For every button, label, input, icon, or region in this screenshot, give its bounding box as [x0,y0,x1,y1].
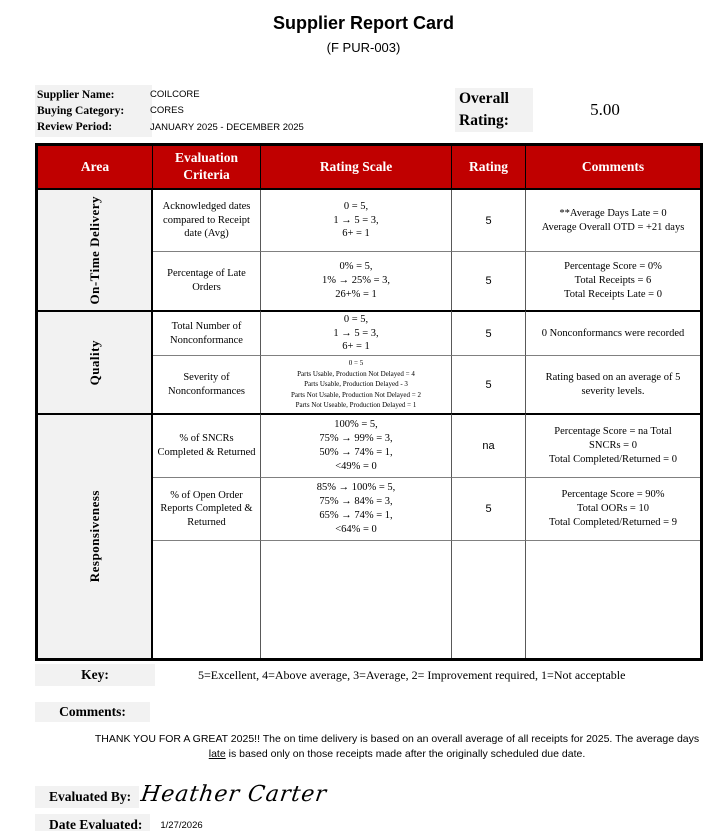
comments-cell: Percentage Score = 0% Total Receipts = 6 Total Receipts Late = 0 [526,251,700,310]
criteria-cell: Total Number of Nonconformance [153,310,261,355]
comments-line2-after: is based only on those receipts made after the originally scheduled due date. [225,748,586,761]
criteria-cell: Severity of Nonconformances [153,355,261,413]
comments-cell: Rating based on an average of 5 severity levels. [526,355,700,413]
rating-cell: 5 [452,355,526,413]
evaluator-signature: Heather Carter [139,782,329,807]
area-group-on-time-delivery [38,190,153,310]
header-comments: Comments [526,146,700,190]
rating-scale-cell: 0 = 5, 1 → 5 = 3, 6+ = 1 [261,190,452,251]
key-label: Key: [35,664,155,686]
buying-category-value: CORES [150,105,184,117]
area-group-quality [38,310,153,413]
supplier-name-value: COILCORE [150,89,200,100]
criteria-cell: % of SNCRs Completed & Returned [153,413,261,477]
evaluated-by-label: Evaluated By: [35,786,139,808]
comments-cell: 0 Nonconformancs were recorded [526,310,700,355]
overall-rating-value: 5.00 [590,100,620,119]
header-evaluation-criteria: Evaluation Criteria [153,146,261,190]
comments-label: Comments: [35,702,150,722]
area-label: On-Time Delivery [86,195,102,305]
criteria-cell: Percentage of Late Orders [153,251,261,310]
header-rating: Rating [452,146,526,190]
review-period-label: Review Period: [37,121,113,133]
comments-text [90,732,704,762]
date-evaluated-row [35,814,203,831]
page-title: Supplier Report Card [272,13,455,33]
rating-table [35,143,703,661]
criteria-cell: % of Open Order Reports Completed & Returned [153,477,261,540]
comments-cell-empty [526,540,700,658]
supplier-info-labels [35,85,152,137]
header-area: Area [38,146,153,190]
comments-line1: THANK YOU FOR A GREAT 2025!! The on time delivery is based on an overall average of all receipts for 2025. The [94,733,634,745]
area-label: Responsiveness [86,490,102,583]
rating-scale-cell: 100% = 5, 75% → 99% = 3, 50% → 74% = 1, <49% = 0 [261,413,452,477]
comments-line2-before: average days [636,733,700,745]
buying-category-label: Buying Category: [37,105,125,117]
criteria-cell-empty [153,540,261,658]
rating-cell: na [452,413,526,477]
header-rating-scale: Rating Scale [261,146,452,190]
rating-cell: 5 [452,190,526,251]
key-text: 5=Excellent, 4=Above average, 3=Average, 2= Improvement required, 1=Not acceptable [198,668,626,682]
rating-scale-cell: 85% → 100% = 5, 75% → 84% = 3, 65% → 74% = 1, <64% = 0 [261,477,452,540]
rating-scale-cell-empty [261,540,452,658]
comments-cell: Percentage Score = na Total SNCRs = 0 Total Completed/Returned = 0 [526,413,700,477]
rating-cell-empty [452,540,526,658]
rating-scale-cell: 0% = 5, 1% → 25% = 3, 26+% = 1 [261,251,452,310]
review-period-value: JANUARY 2025 - DECEMBER 2025 [150,121,304,133]
rating-scale-cell: 0 = 5 Parts Usable, Production Not Delayed = 4 Parts Usable, Production Delayed - 3 Parts Not Usable, Production Not Delayed = 2 Parts Not Useable, Production Delayed = 1 [261,355,452,413]
rating-cell: 5 [452,477,526,540]
comments-cell: **Average Days Late = 0 Average Overall OTD = +21 days [541,207,685,233]
comments-cell: Percentage Score = 90% Total OORs = 10 Total Completed/Returned = 9 [526,477,700,540]
overall-rating-label: Overall Rating: [455,88,533,132]
rating-scale-cell: 0 = 5, 1 → 5 = 3, 6+ = 1 [261,310,452,355]
rating-cell: 5 [452,251,526,310]
area-group-responsiveness [38,413,153,658]
supplier-name-label: Supplier Name: [37,89,115,101]
supplier-info-values [150,87,304,136]
form-number: (F PUR-003) [326,40,401,55]
rating-cell: 5 [452,310,526,355]
date-evaluated-label: Date Evaluated: [35,814,150,831]
evaluated-by-row [35,782,329,808]
criteria-cell: Acknowledged dates compared to Receipt date (Avg) [153,190,261,251]
comments-underlined-word: late [208,748,226,761]
area-label: Quality [86,339,102,386]
date-evaluated-value: 1/27/2026 [160,819,203,831]
